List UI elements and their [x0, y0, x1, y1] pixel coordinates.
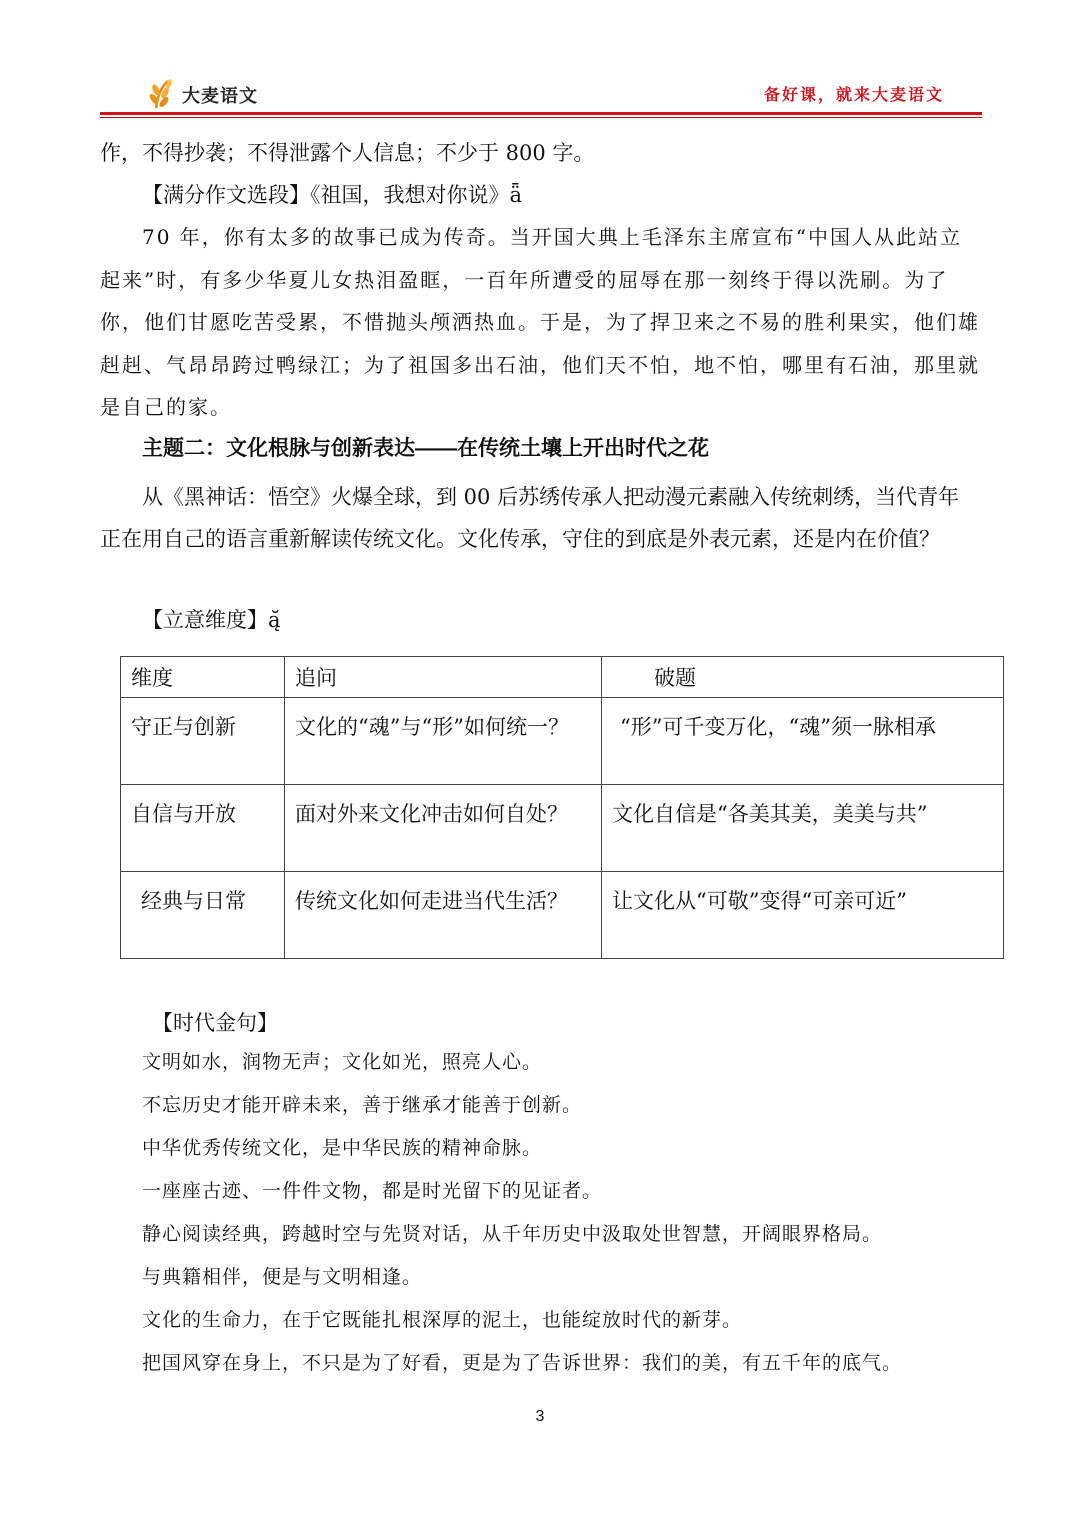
table-cell: 传统文化如何走进当代生活？ [285, 872, 602, 959]
table-cell: 自信与开放 [121, 785, 285, 872]
table-row [121, 785, 1004, 872]
theme2-body: 从《黑神话：悟空》火爆全球，到 00 后苏绣传承人把动漫元素融入传统刺绣，当代青年正在用自己的语言重新解读传统文化。文化传承，守住的到底是外表元素，还是内在价值？ [100, 485, 960, 551]
quote-item: 文明如水，润物无声；文化如光，照亮人心。 [142, 1051, 543, 1073]
quote-item: 与典籍相伴，便是与文明相逢。 [142, 1266, 423, 1288]
table-header-row [121, 657, 1004, 698]
table-row [121, 872, 1004, 959]
dimensions-heading: 【立意维度】ą̆ [142, 608, 281, 632]
header-divider-thin [100, 117, 982, 118]
page-number: 3 [535, 1408, 545, 1425]
header-slogan: 备好课，就来大麦语文 [763, 85, 944, 104]
quote-item: 不忘历史才能开辟未来，善于继承才能善于创新。 [142, 1094, 583, 1116]
page-header [100, 72, 982, 120]
table-header-cell: 追问 [285, 657, 602, 698]
table-header-cell: 破题 [602, 657, 1004, 698]
table-row [121, 698, 1004, 785]
quotes-heading: 【时代金句】 [152, 1011, 278, 1035]
table-cell: 文化自信是“各美其美，美美与共” [602, 785, 1004, 872]
table-cell: 经典与日常 [121, 872, 285, 959]
table-cell: 面对外来文化冲击如何自处？ [285, 785, 602, 872]
table-cell: 文化的“魂”与“形”如何统一？ [285, 698, 602, 785]
table-cell: “形”可千变万化，“魂”须一脉相承 [602, 698, 1004, 785]
quote-item: 把国风穿在身上，不只是为了好看，更是为了告诉世界：我们的美，有五千年的底气。 [142, 1352, 903, 1374]
theme2-title: 主题二：文化根脉与创新表达——在传统土壤上开出时代之花 [142, 437, 709, 460]
excerpt-body: 70 年，你有太多的故事已成为传奇。当开国大典上毛泽东主席宣布“中国人从此站立起来”时，有多少华夏儿女热泪盈眶，一百年所遭受的屈辱在那一刻终于得以洗刷。为了你，他们甘愿吃苦受累，不惜抛头颅洒热血。于是，为了捍卫来之不易的胜利果实，他们雄赳赳、气昂昂跨过鸭绿江；为了祖国多出石油，他们天不怕，地不怕，哪里有石油，那里就是自己的家。 [100, 225, 980, 419]
table-cell: 守正与创新 [121, 698, 285, 785]
brand-logo [148, 78, 258, 112]
header-divider-thick [100, 112, 982, 115]
quote-item: 中华优秀传统文化，是中华民族的精神命脉。 [142, 1137, 543, 1159]
table-cell: 让文化从“可敬”变得“可亲可近” [602, 872, 1004, 959]
table-header-cell: 维度 [121, 657, 285, 698]
logo-text: 大麦语文 [182, 86, 258, 107]
excerpt-heading: 【满分作文选段】《祖国，我想对你说》ǟ [142, 183, 523, 207]
dimensions-table [120, 656, 1004, 959]
quote-item: 文化的生命力，在于它既能扎根深厚的泥土，也能绽放时代的新芽。 [142, 1309, 743, 1331]
quote-item: 静心阅读经典，跨越时空与先贤对话，从千年历史中汲取处世智慧，开阔眼界格局。 [142, 1223, 883, 1245]
quote-item: 一座座古迹、一件件文物，都是时光留下的见证者。 [142, 1180, 603, 1202]
wheat-logo-icon [148, 78, 178, 112]
intro-line: 作，不得抄袭；不得泄露个人信息；不少于 800 字。 [100, 141, 595, 165]
